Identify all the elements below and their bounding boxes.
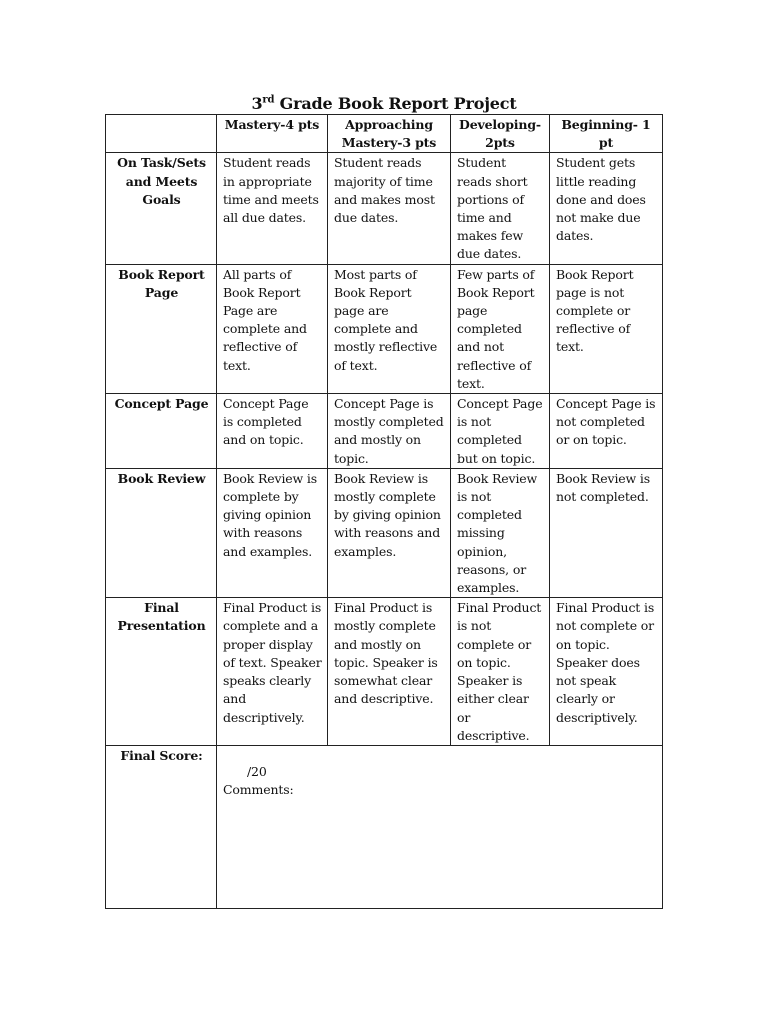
table-cell: Book Review is mostly complete by giving opinion with reasons and examples.: [328, 468, 451, 597]
final-score-cell: [217, 745, 663, 908]
page-title: [0, 94, 768, 114]
table-row: [106, 468, 663, 597]
header-cell-mastery: Mastery-4 pts: [217, 115, 328, 153]
table-cell: Concept Page is not completed or on topic.: [550, 394, 663, 469]
table-cell: Final Product is mostly complete and mostly on topic. Speaker is somewhat clear and descriptive.: [328, 598, 451, 746]
comments-label: Comments:: [223, 782, 294, 798]
table-cell: Book Report page is not complete or reflective of text.: [550, 264, 663, 393]
table-row: [106, 153, 663, 264]
header-cell-beginning: Beginning- 1 pt: [550, 115, 663, 153]
title-prefix: 3: [251, 94, 263, 113]
table-row: [106, 394, 663, 469]
table-cell: All parts of Book Report Page are complete and reflective of text.: [217, 264, 328, 393]
row-label: Concept Page: [106, 394, 217, 469]
header-cell-approaching: Approaching Mastery-3 pts: [328, 115, 451, 153]
row-label: On Task/Sets and Meets Goals: [106, 153, 217, 264]
table-cell: Book Review is not completed missing opinion, reasons, or examples.: [451, 468, 550, 597]
table-cell: Concept Page is not completed but on topic.: [451, 394, 550, 469]
title-rest: Grade Book Report Project: [274, 94, 517, 113]
table-cell: Most parts of Book Report page are complete and mostly reflective of text.: [328, 264, 451, 393]
title-superscript: rd: [262, 94, 275, 106]
table-cell: Concept Page is completed and on topic.: [217, 394, 328, 469]
table-row: [106, 598, 663, 746]
table-cell: Book Review is complete by giving opinion with reasons and examples.: [217, 468, 328, 597]
table-cell: Student gets little reading done and does not make due dates.: [550, 153, 663, 264]
table-cell: Student reads in appropriate time and meets all due dates.: [217, 153, 328, 264]
table-cell: Book Review is not completed.: [550, 468, 663, 597]
row-label: Book Report Page: [106, 264, 217, 393]
table-cell: Student reads majority of time and makes most due dates.: [328, 153, 451, 264]
row-label: Final Presentation: [106, 598, 217, 746]
table-cell: Final Product is not complete or on topic. Speaker is either clear or descriptive.: [451, 598, 550, 746]
table-cell: Few parts of Book Report page completed and not reflective of text.: [451, 264, 550, 393]
table-cell: Student reads short portions of time and makes few due dates.: [451, 153, 550, 264]
table-cell: Final Product is not complete or on topic. Speaker does not speak clearly or descriptively.: [550, 598, 663, 746]
header-cell-developing: Developing-2pts: [451, 115, 550, 153]
table-cell: Concept Page is mostly completed and mostly on topic.: [328, 394, 451, 469]
rubric-table: [105, 114, 663, 909]
final-score-row: [106, 745, 663, 908]
header-row: [106, 115, 663, 153]
table-row: [106, 264, 663, 393]
table-cell: Final Product is complete and a proper display of text. Speaker speaks clearly and descriptively.: [217, 598, 328, 746]
header-cell-blank: [106, 115, 217, 153]
row-label: Book Review: [106, 468, 217, 597]
final-score-label: Final Score:: [106, 745, 217, 908]
score-out-of: /20: [247, 763, 267, 779]
